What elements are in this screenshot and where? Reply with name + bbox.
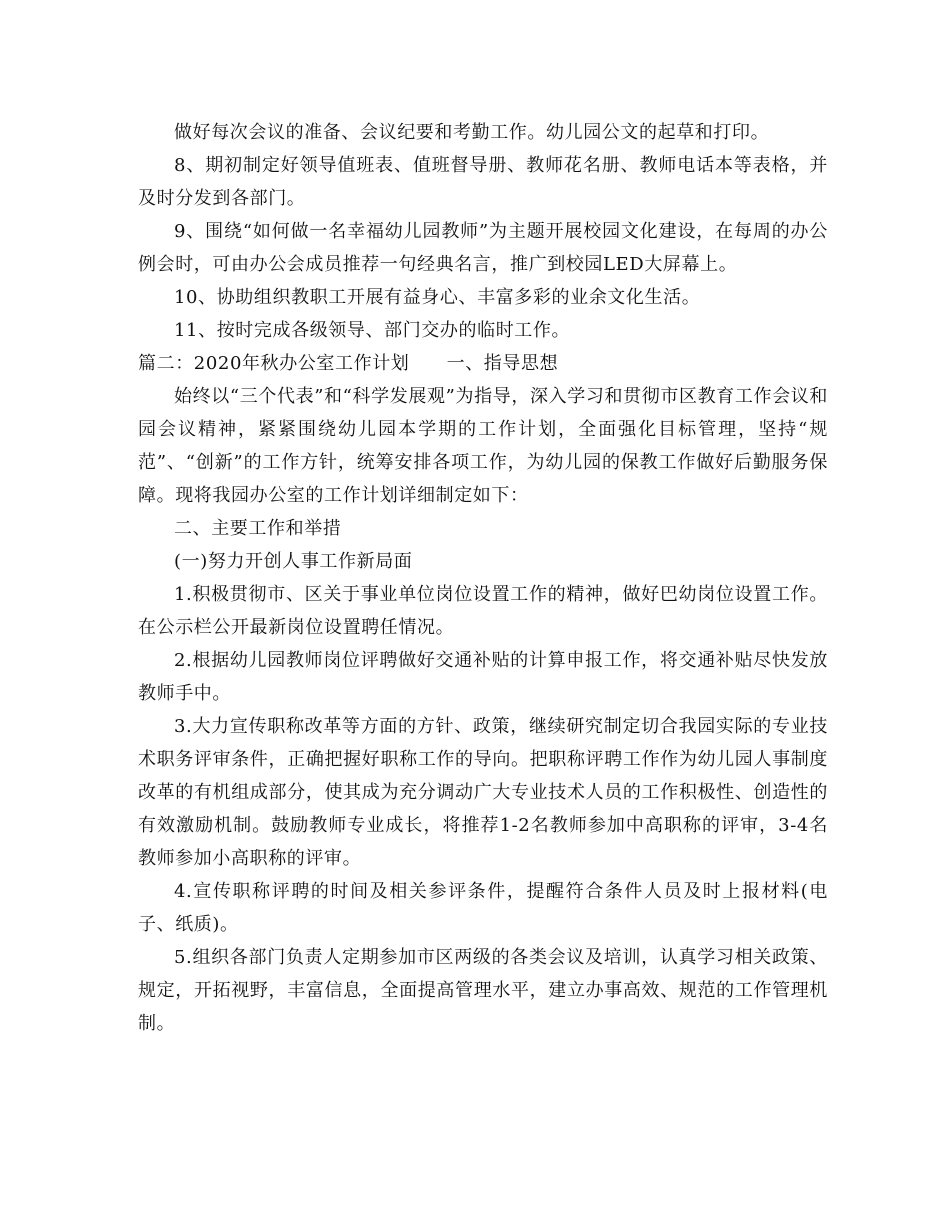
paragraph-point-3: 3.大力宣传职称改革等方面的方针、政策，继续研究制定切合我园实际的专业技术职务评审条件，正确把握好职称工作的导向。把职称评聘工作作为幼儿园人事制度改革的有机组成部分，使其成为充分调动广大专业技术人员的工作积极性、创造性的有效激励机制。鼓励教师专业成长，将推荐1-2名教师参加中高职称的评审，3-4名教师参加小高职称的评审。 xyxy=(138,716,828,869)
paragraph-guiding-thought: 始终以“三个代表”和“科学发展观”为指导，深入学习和贯彻市区教育工作会议和园会议精神，紧紧围绕幼儿园本学期的工作计划，全面强化目标管理，坚持“规范”、“创新”的工作方针，统筹安排各项工作，为幼儿园的保教工作做好后勤服务保障。现将我园办公室的工作计划详细制定如下： xyxy=(138,386,828,506)
document-body xyxy=(138,116,828,1040)
heading-personnel-work: (一)努力开创人事工作新局面 xyxy=(174,551,413,572)
paragraph-item-9: 9、围绕“如何做一名幸福幼儿园教师”为主题开展校园文化建设，在每周的办公例会时，可由办公会成员推荐一句经典名言，推广到校园LED大屏幕上。 xyxy=(138,221,828,275)
paragraph-point-5: 5.组织各部门负责人定期参加市区两级的各类会议及培训，认真学习相关政策、规定，开拓视野，丰富信息，全面提高管理水平，建立办事高效、规范的工作管理机制。 xyxy=(138,947,828,1034)
paragraph-meeting-preparation: 做好每次会议的准备、会议纪要和考勤工作。幼儿园公文的起草和打印。 xyxy=(174,122,770,143)
paragraph-point-4: 4.宣传职称评聘的时间及相关参评条件，提醒符合条件人员及时上报材料(电子、纸质)。 xyxy=(138,881,828,935)
paragraph-item-10: 10、协助组织教职工开展有益身心、丰富多彩的业余文化生活。 xyxy=(174,287,701,308)
paragraph-point-1: 1.积极贯彻市、区关于事业单位岗位设置工作的精神，做好巴幼岗位设置工作。在公示栏公开最新岗位设置聘任情况。 xyxy=(138,584,828,638)
heading-main-work: 二、主要工作和举措 xyxy=(174,518,342,539)
section-heading-part-two: 篇二：2020年秋办公室工作计划 一、指导思想 xyxy=(138,353,559,374)
paragraph-item-8: 8、期初制定好领导值班表、值班督导册、教师花名册、教师电话本等表格，并及时分发到各部门。 xyxy=(138,155,828,209)
paragraph-item-11: 11、按时完成各级领导、部门交办的临时工作。 xyxy=(174,320,571,341)
paragraph-point-2: 2.根据幼儿园教师岗位评聘做好交通补贴的计算申报工作，将交通补贴尽快发放教师手中。 xyxy=(138,650,828,704)
